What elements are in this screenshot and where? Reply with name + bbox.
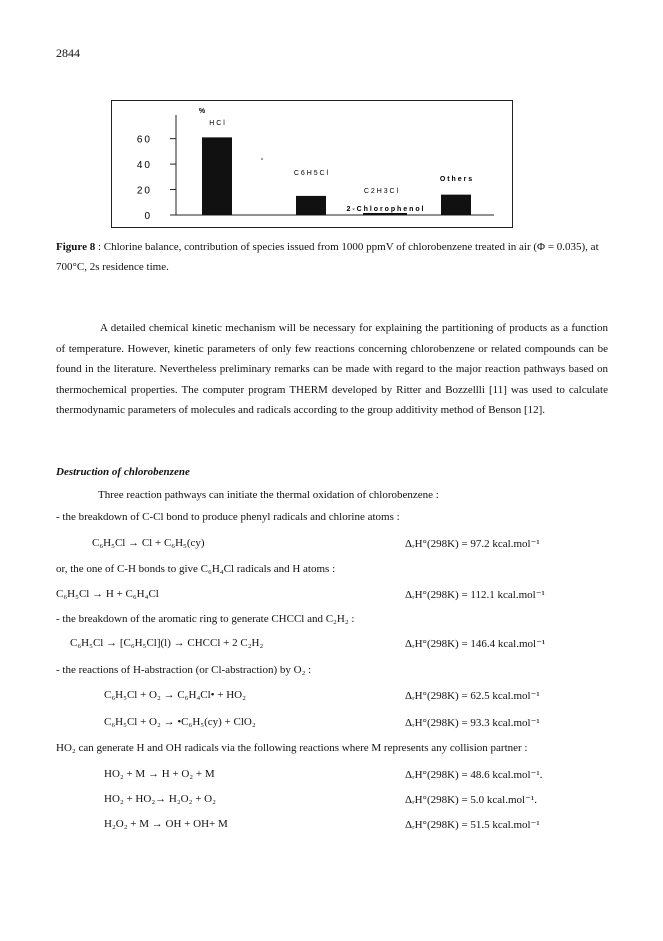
equation-1-rhs: ΔᵣH°(298K) = 97.2 kcal.mol⁻¹ bbox=[405, 538, 540, 550]
section-heading: Destruction of chlorobenzene bbox=[56, 466, 190, 478]
bar-label: O t h e r s bbox=[439, 176, 473, 183]
equation-3-lhs: C₆H₅Cl → [C₆H₅Cl](l) → CHCCl + 2 C₂H₂ bbox=[70, 637, 264, 649]
chart-frame bbox=[111, 100, 513, 228]
y-tick-label: 0 bbox=[144, 211, 152, 222]
page-number: 2844 bbox=[56, 46, 80, 60]
intro-text: Three reaction pathways can initiate the thermal oxidation of chlorobenzene : bbox=[98, 489, 439, 501]
bar-label: H C l bbox=[209, 120, 225, 127]
y-axis-label: % bbox=[198, 108, 206, 115]
pathway-2-text: - the breakdown of the aromatic ring to generate CHCCl and C₂H₂ : bbox=[56, 613, 355, 625]
bar-label: 2 - C h l o r o p h e n o l bbox=[346, 206, 424, 213]
equation-5-rhs: ΔᵣH°(298K) = 93.3 kcal.mol⁻¹ bbox=[405, 717, 540, 729]
pathway-1-text: - the breakdown of C-Cl bond to produce phenyl radicals and chlorine atoms : bbox=[56, 511, 400, 523]
equation-7-lhs: HO₂ + HO₂→ H₂O₂ + O₂ bbox=[104, 793, 216, 805]
bar-others bbox=[441, 195, 471, 215]
bar-hcl bbox=[202, 137, 232, 215]
body-paragraph: A detailed chemical kinetic mechanism will be necessary for explaining the partitioning of products as a function of temperature. However, kinetic parameters of only few reactions concerning chlorobenzene or related compounds can be found in the literature. Nevertheless preliminary remarks can be made with regard to the major reaction pathways based on thermochemical properties. The computer program THERM developed by Ritter and Bozzellli [11] was used to calculate thermodynamic parameters of molecules and radicals according to the group additivity method of Benson [12]. bbox=[56, 322, 608, 417]
equation-8-lhs: H₂O₂ + M → OH + OH+ M bbox=[104, 818, 228, 830]
equation-6-rhs: ΔᵣH°(298K) = 48.6 kcal.mol⁻¹. bbox=[405, 769, 543, 781]
decorative-dot bbox=[261, 158, 263, 160]
equation-4-lhs: C₆H₅Cl + O₂ → C₆H₄Cl• + HO₂ bbox=[104, 689, 246, 701]
ho2-text: HO₂ can generate H and OH radicals via the following reactions where M represents any collision partner : bbox=[56, 742, 528, 754]
equation-7-rhs: ΔᵣH°(298K) = 5.0 kcal.mol⁻¹. bbox=[405, 794, 537, 806]
figure-label: Figure 8 bbox=[56, 241, 96, 253]
bar-label: C 6 H 5 C l bbox=[293, 170, 329, 177]
y-tick-label: 40 bbox=[136, 160, 152, 172]
equation-5-lhs: C₆H₅Cl + O₂ → •C₆H₅(cy) + ClO₂ bbox=[104, 716, 256, 728]
equation-6-lhs: HO₂ + M → H + O₂ + M bbox=[104, 768, 215, 780]
equation-8-rhs: ΔᵣH°(298K) = 51.5 kcal.mol⁻¹ bbox=[405, 819, 540, 831]
equation-4-rhs: ΔᵣH°(298K) = 62.5 kcal.mol⁻¹ bbox=[405, 690, 540, 702]
y-tick-label: 20 bbox=[136, 185, 152, 197]
equation-2-rhs: ΔᵣH°(298K) = 112.1 kcal.mol⁻¹ bbox=[405, 589, 545, 601]
bar-c6h5cl bbox=[296, 196, 326, 215]
figure-caption bbox=[56, 237, 608, 277]
equation-3-rhs: ΔᵣH°(298K) = 146.4 kcal.mol⁻¹ bbox=[405, 638, 546, 650]
pathway-3-text: - the reactions of H-abstraction (or Cl-abstraction) by O₂ : bbox=[56, 664, 312, 676]
figure-caption-text: : Chlorine balance, contribution of species issued from 1000 ppmV of chlorobenzene treated in air (Φ = 0.035), at 700°C, 2s residence time. bbox=[56, 241, 599, 273]
bar-label: C 2 H 3 C l bbox=[363, 188, 399, 195]
equation-2-lhs: C₆H₅Cl → H + C₆H₄Cl bbox=[56, 588, 159, 600]
bar-2-chlorophenol bbox=[363, 213, 407, 215]
y-tick-label: 60 bbox=[136, 134, 152, 146]
equation-1-lhs: C₆H₅Cl → Cl + C₆H₅(cy) bbox=[92, 537, 205, 549]
pathway-1b-text: or, the one of C-H bonds to give C₆H₄Cl radicals and H atoms : bbox=[56, 563, 336, 575]
bar-chart bbox=[112, 101, 512, 227]
